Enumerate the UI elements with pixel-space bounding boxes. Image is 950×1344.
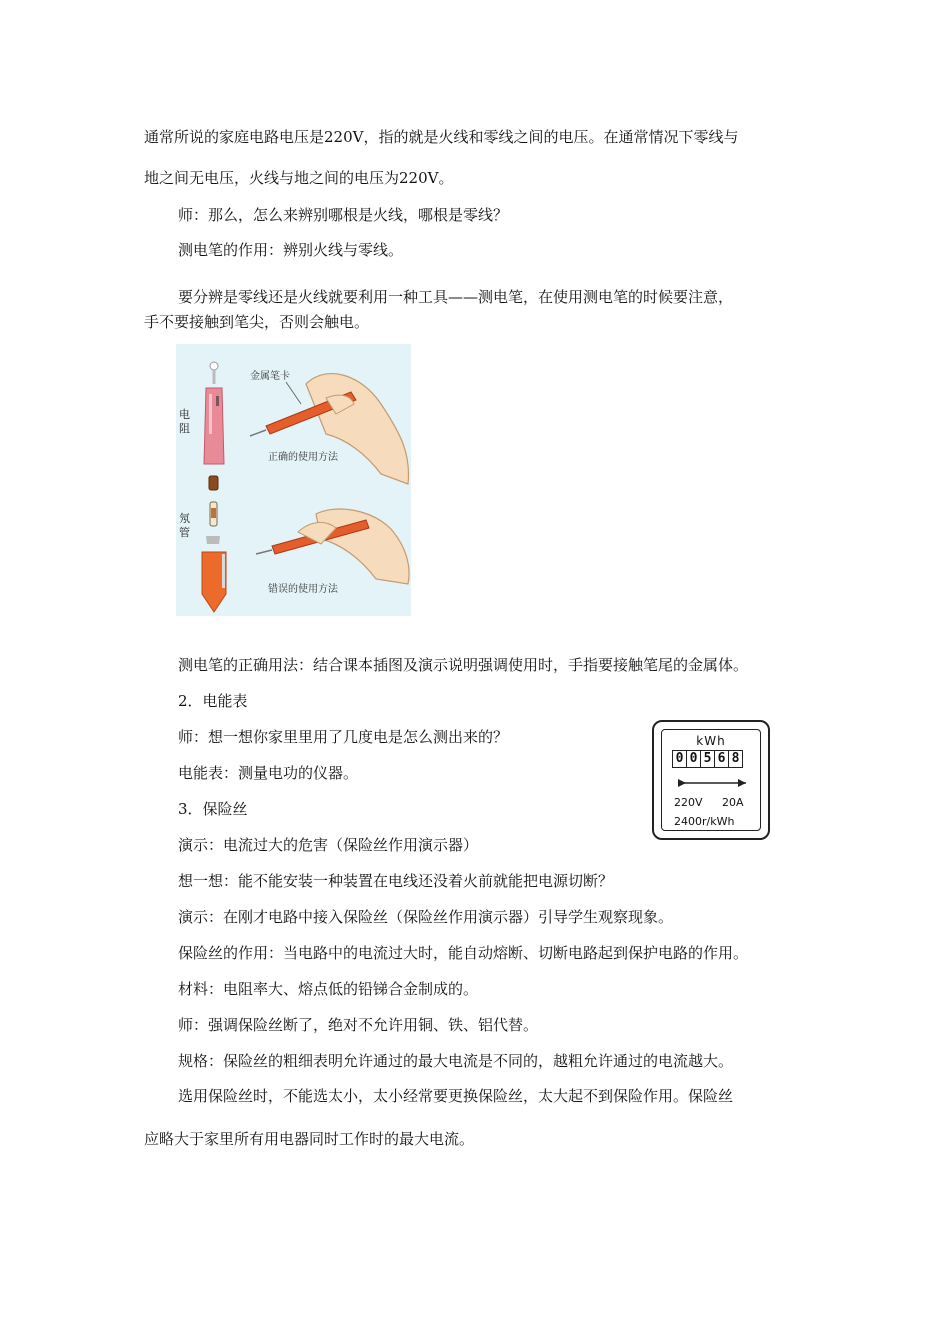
paragraph-question: 师：那么，怎么来辨别哪根是火线，哪根是零线？ bbox=[178, 206, 509, 224]
energy-meter-illustration bbox=[652, 720, 770, 840]
label-correct-method: 正确的使用方法 bbox=[268, 452, 338, 463]
paragraph-demo-overcurrent: 演示：电流过大的危害（保险丝作用演示器） bbox=[178, 836, 479, 854]
paragraph-demo-fuse: 演示：在刚才电路中接入保险丝（保险丝作用演示器）引导学生观察现象。 bbox=[178, 908, 674, 926]
paragraph-fuse-selection-2: 应略大于家里所有用电器同时工作时的最大电流。 bbox=[144, 1130, 475, 1148]
paragraph-fuse-material: 材料：电阻率大、熔点低的铅锑合金制成的。 bbox=[178, 980, 479, 998]
paragraph-tester-intro-1: 要分辨是零线还是火线就要利用一种工具——测电笔，在使用测电笔的时候要注意， bbox=[178, 288, 734, 306]
meter-voltage: 220V bbox=[674, 796, 703, 809]
meter-current: 20A bbox=[722, 796, 744, 809]
paragraph-voltage-2: 地之间无电压，火线与地之间的电压为220V。 bbox=[144, 169, 454, 187]
paragraph-think: 想一想：能不能安装一种装置在电线还没着火前就能把电源切断？ bbox=[178, 872, 614, 890]
meter-rate: 2400r/kWh bbox=[674, 815, 735, 828]
label-resistor: 电阻 bbox=[179, 408, 190, 435]
test-pen-drawing bbox=[176, 344, 411, 616]
paragraph-fuse-spec: 规格：保险丝的粗细表明允许通过的最大电流是不同的，越粗允许通过的电流越大。 bbox=[178, 1052, 734, 1070]
meter-digit: 0 bbox=[687, 751, 701, 767]
paragraph-voltage-1: 通常所说的家庭电路电压是220V，指的就是火线和零线之间的电压。在通常情况下零线与 bbox=[144, 128, 739, 146]
meter-face bbox=[661, 729, 761, 831]
paragraph-fuse-selection-1: 选用保险丝时，不能选太小，太小经常要更换保险丝，太大起不到保险作用。保险丝 bbox=[178, 1087, 734, 1105]
paragraph-tester-correct-use: 测电笔的正确用法：结合课本插图及演示说明强调使用时，手指要接触笔尾的金属体。 bbox=[178, 656, 749, 674]
paragraph-tester-use: 测电笔的作用：辨别火线与零线。 bbox=[178, 241, 404, 259]
paragraph-meter-question: 师：想一想你家里里用了几度电是怎么测出来的？ bbox=[178, 728, 509, 746]
meter-digit: 5 bbox=[701, 751, 715, 767]
label-metal-clip: 金属笔卡 bbox=[250, 371, 290, 382]
meter-digit: 6 bbox=[715, 751, 729, 767]
rotation-arrow-icon bbox=[676, 778, 752, 788]
label-neon-tube: 氖管 bbox=[179, 512, 190, 539]
heading-fuse: 3．保险丝 bbox=[178, 800, 248, 818]
meter-digit: 8 bbox=[731, 751, 740, 766]
heading-energy-meter: 2．电能表 bbox=[178, 692, 248, 710]
meter-digit: 0 bbox=[673, 751, 687, 767]
paragraph-meter-definition: 电能表：测量电功的仪器。 bbox=[178, 764, 359, 782]
paragraph-fuse-function: 保险丝的作用：当电路中的电流过大时，能自动熔断、切断电路起到保护电路的作用。 bbox=[178, 944, 749, 962]
paragraph-fuse-warning: 师：强调保险丝断了，绝对不允许用铜、铁、铝代替。 bbox=[178, 1016, 539, 1034]
test-pen-illustration bbox=[176, 344, 411, 616]
meter-unit: kWh bbox=[696, 734, 726, 748]
paragraph-tester-intro-2: 手不要接触到笔尖，否则会触电。 bbox=[144, 313, 370, 331]
meter-counter bbox=[672, 750, 743, 768]
label-wrong-method: 错误的使用方法 bbox=[268, 584, 338, 595]
